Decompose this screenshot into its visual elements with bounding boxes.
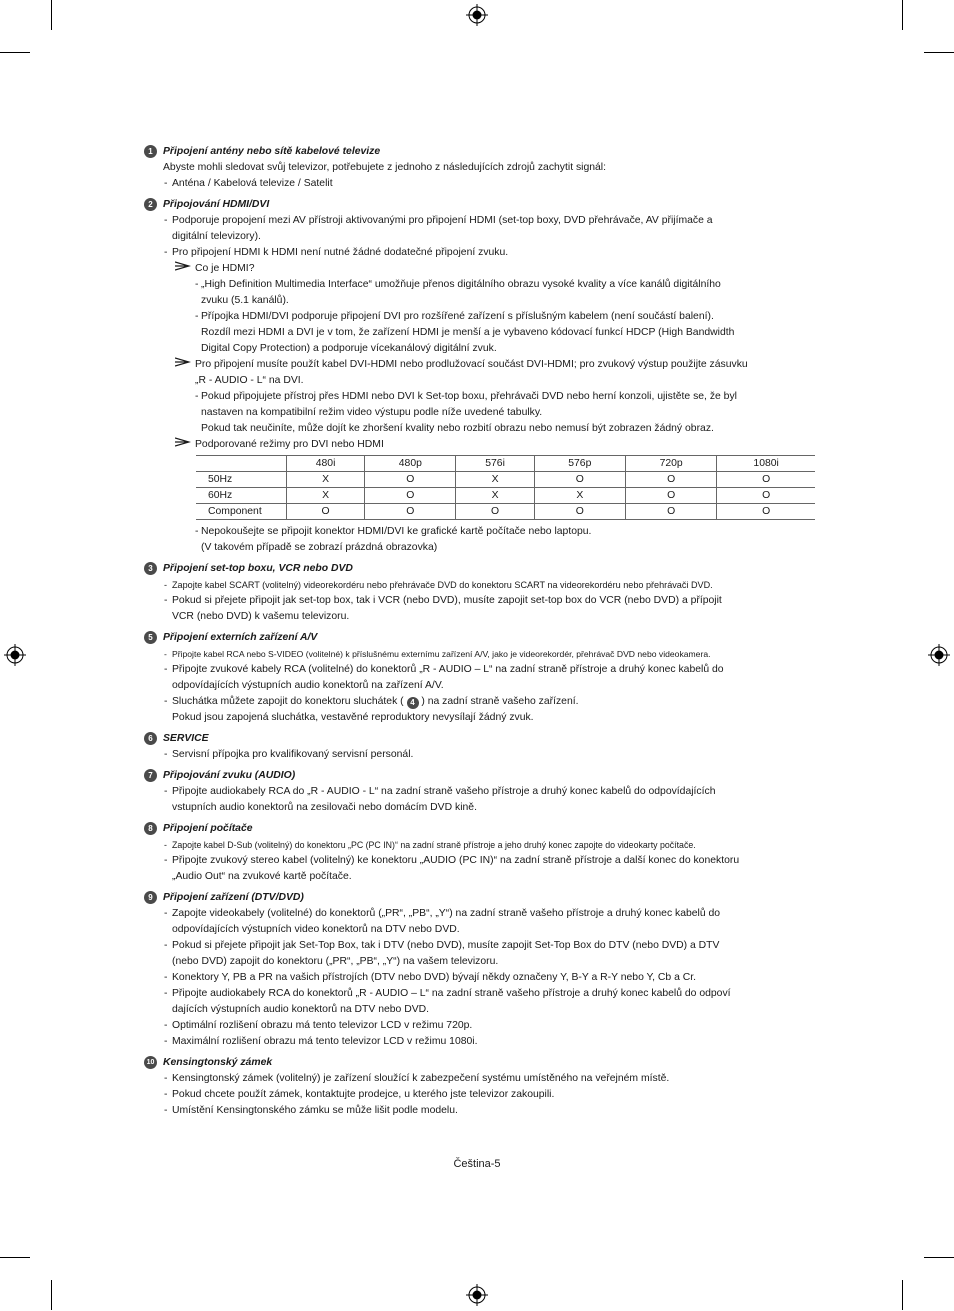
list-item: - Připojte kabel RCA nebo S-VIDEO (volitelné) k příslušnému externímu zařízení A/V, jako je videorekordér, přehrávač DVD nebo videokamera.	[144, 646, 816, 662]
list-item-cont: Pokud jsou zapojená sluchátka, vestavěné reproduktory nevysílají žádný zvuk.	[172, 712, 534, 723]
table-cell: O	[365, 472, 456, 488]
table-cell: O	[625, 504, 716, 520]
section-service	[144, 731, 816, 763]
section-antenna	[144, 144, 816, 192]
table-corner	[196, 456, 287, 472]
table-cell: X	[287, 472, 365, 488]
list-item: - Anténa / Kabelová televize / Satelit	[144, 176, 816, 192]
list-item: - Pokud si přejete připojit jak set-top box, tak i VCR (nebo DVD), musíte zapojit set-top box do VCR (nebo DVD) a přípojit	[144, 593, 816, 609]
sub-item-cont: nastaven na kompatibilní režim video výstupu podle níže uvedené tabulky.	[201, 407, 543, 418]
section-heading: 2 Připojování HDMI/DVI	[144, 197, 816, 213]
note-cont: „R - AUDIO - L“ na DVI.	[195, 375, 304, 386]
registration-mark-icon	[4, 644, 26, 666]
sub-item: - „High Definition Multimedia Interface“ umožňuje přenos digitálního obrazu vysoké kvality a více kanálů digitálního	[144, 277, 816, 293]
section-heading: 9 Připojení zařízení (DTV/DVD)	[144, 890, 816, 906]
crop-mark	[51, 0, 52, 30]
table-header: 1080i	[717, 456, 815, 472]
section-heading: 10 Kensingtonský zámek	[144, 1055, 816, 1071]
list-item: - Kensingtonský zámek (volitelný) je zařízení sloužící k zabezpečení systému umístěného na veřejném místě.	[144, 1071, 816, 1087]
table-header: 480p	[365, 456, 456, 472]
registration-mark-icon	[466, 1284, 488, 1306]
sub-item-cont: Pokud tak neučiníte, může dojít ke zhoršení kvality nebo rozbití obrazu nebo nemusí být zobrazen žádný obraz.	[201, 423, 714, 434]
crop-mark	[0, 1257, 30, 1258]
list-item: - Konektory Y, PB a PR na vašich přístrojích (DTV nebo DVD) bývají někdy označeny Y, B-Y a R-Y nebo Y, Cb a Cr.	[144, 970, 816, 986]
table-cell: X	[456, 472, 534, 488]
table-cell: X	[287, 488, 365, 504]
section-audio	[144, 768, 816, 816]
table-row	[196, 472, 815, 488]
list-item-cont: VCR (nebo DVD) k vašemu televizoru.	[172, 611, 350, 622]
sub-item: - Nepokoušejte se připojit konektor HDMI/DVI ke grafické kartě počítače nebo laptopu.	[144, 524, 816, 540]
number-badge: 1	[144, 145, 157, 158]
section-settop	[144, 561, 816, 625]
list-item-cont: digitální televizory).	[172, 231, 261, 242]
sub-item-cont: zvuku (5.1 kanálů).	[201, 295, 289, 306]
list-item: - Připojte audiokabely RCA do „R - AUDIO - L“ na zadní straně vašeho přístroje a druhý konec kabelů do odpovídajících	[144, 784, 816, 800]
section-heading: 7 Připojování zvuku (AUDIO)	[144, 768, 816, 784]
note: Co je HDMI?	[144, 261, 816, 277]
section-heading: 8 Připojení počítače	[144, 821, 816, 837]
section-dtv-dvd	[144, 890, 816, 1050]
sub-item: - Přípojka HDMI/DVI podporuje připojení DVI pro rozšířené zařízení s příslušným kabelem (není součástí balení).	[144, 309, 816, 325]
sub-item: - Pokud připojujete přístroj přes HDMI nebo DVI k Set-top boxu, přehrávači DVD nebo herní konzoli, ujistěte se, že byl	[144, 389, 816, 405]
sub-item-cont: Digital Copy Protection) a podporuje vícekanálový digitální zvuk.	[201, 343, 497, 354]
number-badge: 5	[144, 631, 157, 644]
list-item: - Maximální rozlišení obrazu má tento televizor LCD v režimu 1080i.	[144, 1034, 816, 1050]
number-badge: 10	[144, 1056, 157, 1069]
list-item: - Pro připojení HDMI k HDMI není nutné žádné dodatečné připojení zvuku.	[144, 245, 816, 261]
table-header-row	[196, 456, 815, 472]
crop-mark	[51, 1280, 52, 1310]
table-cell: O	[717, 488, 815, 504]
headphone-jack-badge: 4	[407, 697, 419, 709]
table-header: 576p	[534, 456, 625, 472]
page-footer: Čeština-5	[453, 1158, 501, 1170]
crop-mark	[924, 52, 954, 53]
table-cell: O	[625, 488, 716, 504]
list-item: - Zapojte videokabely (volitelné) do konektorů („PR“, „PB“, „Y“) na zadní straně vašeho přístroje a druhý konec kabelů do	[144, 906, 816, 922]
note: Pro připojení musíte použít kabel DVI-HDMI nebo prodlužovací součást DVI-HDMI; pro zvukový výstup použijte zásuvku	[144, 357, 816, 373]
table-cell: O	[365, 488, 456, 504]
section-hdmi	[144, 197, 816, 556]
table-cell: O	[717, 504, 815, 520]
row-label: Component	[196, 504, 287, 520]
list-item: - Pokud si přejete připojit jak Set-Top Box, tak i DTV (nebo DVD), musíte zapojit Set-Top Box do DTV (nebo DVD) a DTV	[144, 938, 816, 954]
number-badge: 8	[144, 822, 157, 835]
list-item: - Sluchátka můžete zapojit do konektoru sluchátek ( 4 ) na zadní straně vašeho zařízení.	[144, 694, 816, 710]
list-item: - Umístění Kensingtonského zámku se může lišit podle modelu.	[144, 1103, 816, 1119]
table-cell: X	[456, 488, 534, 504]
table-cell: X	[534, 488, 625, 504]
table-row	[196, 504, 815, 520]
table-header: 480i	[287, 456, 365, 472]
number-badge: 6	[144, 732, 157, 745]
number-badge: 7	[144, 769, 157, 782]
sub-item-cont: (V takovém případě se zobrazí prázdná obrazovka)	[201, 542, 438, 553]
table-row	[196, 488, 815, 504]
registration-mark-icon	[928, 644, 950, 666]
list-item: - Pokud chcete použít zámek, kontaktujte prodejce, u kterého jste televizor zakoupili.	[144, 1087, 816, 1103]
paragraph: Abyste mohli sledovat svůj televizor, potřebujete z jednoho z následujících zdrojů zachytit signál:	[163, 162, 606, 173]
table-cell: O	[287, 504, 365, 520]
arrow-note-icon	[175, 261, 191, 271]
crop-mark	[0, 52, 30, 53]
arrow-note-icon	[175, 357, 191, 367]
sub-item-cont: Rozdíl mezi HDMI a DVI je v tom, že zařízení HDMI je menší a je vybaveno kódovací funkcí HDCP (High Bandwidth	[201, 327, 735, 338]
modes-table	[196, 455, 815, 520]
number-badge: 2	[144, 198, 157, 211]
list-item-cont: dajících výstupních audio konektorů na DTV nebo DVD.	[172, 1004, 430, 1015]
list-item: - Připojte zvukový stereo kabel (volitelný) ke konektoru „AUDIO (PC IN)“ na zadní straně přístroje a další konec do konektoru	[144, 853, 816, 869]
crop-mark	[902, 0, 903, 30]
list-item-cont: odpovídajících výstupních audio konektorů na zařízení A/V.	[172, 680, 444, 691]
crop-mark	[924, 1257, 954, 1258]
list-item-cont: odpovídajících výstupních video konektorů na DTV nebo DVD.	[172, 924, 460, 935]
section-heading: 3 Připojení set-top boxu, VCR nebo DVD	[144, 561, 816, 577]
table-cell: O	[534, 504, 625, 520]
number-badge: 9	[144, 891, 157, 904]
list-item-cont: vstupních audio konektorů na zesilovači nebo domácím DVD kině.	[172, 802, 477, 813]
list-item-cont: (nebo DVD) zapojit do konektoru („PR“, „PB“, „Y“) na vašem televizoru.	[172, 956, 499, 967]
section-heading: 5 Připojení externích zařízení A/V	[144, 630, 816, 646]
list-item: - Zapojte kabel D-Sub (volitelný) do konektoru „PC (PC IN)“ na zadní straně přístroje a jeho druhý konec zapojte do videokarty počítače.	[144, 837, 816, 853]
list-item: - Optimální rozlišení obrazu má tento televizor LCD v režimu 720p.	[144, 1018, 816, 1034]
table-cell: O	[365, 504, 456, 520]
note: Podporované režimy pro DVI nebo HDMI	[144, 437, 816, 453]
crop-mark	[902, 1280, 903, 1310]
table-cell: O	[625, 472, 716, 488]
page-content	[144, 144, 816, 1124]
list-item: - Zapojte kabel SCART (volitelný) videorekordéru nebo přehrávače DVD do konektoru SCART na videorekordéru nebo přehrávači DVD.	[144, 577, 816, 593]
number-badge: 3	[144, 562, 157, 575]
row-label: 50Hz	[196, 472, 287, 488]
arrow-note-icon	[175, 437, 191, 447]
list-item: - Podporuje propojení mezi AV přístroji aktivovanými pro připojení HDMI (set-top boxy, DVD přehrávače, AV přijímače a	[144, 213, 816, 229]
list-item-cont: „Audio Out“ na zvukové kartě počítače.	[172, 871, 352, 882]
table-cell: O	[534, 472, 625, 488]
table-cell: O	[717, 472, 815, 488]
section-kensington	[144, 1055, 816, 1119]
section-external-av	[144, 630, 816, 726]
table-header: 720p	[625, 456, 716, 472]
section-pc	[144, 821, 816, 885]
table-header: 576i	[456, 456, 534, 472]
list-item: - Servisní přípojka pro kvalifikovaný servisní personál.	[144, 747, 816, 763]
table-cell: O	[456, 504, 534, 520]
registration-mark-icon	[466, 4, 488, 26]
list-item: - Připojte audiokabely RCA do konektorů „R - AUDIO – L“ na zadní straně vašeho přístroje a druhý konec kabelů do odpoví	[144, 986, 816, 1002]
section-heading: 1 Připojení antény nebo sítě kabelové televize	[144, 144, 816, 160]
row-label: 60Hz	[196, 488, 287, 504]
list-item: - Připojte zvukové kabely RCA (volitelné) do konektorů „R - AUDIO – L“ na zadní straně přístroje a druhý konec kabelů do	[144, 662, 816, 678]
section-heading: 6 SERVICE	[144, 731, 816, 747]
